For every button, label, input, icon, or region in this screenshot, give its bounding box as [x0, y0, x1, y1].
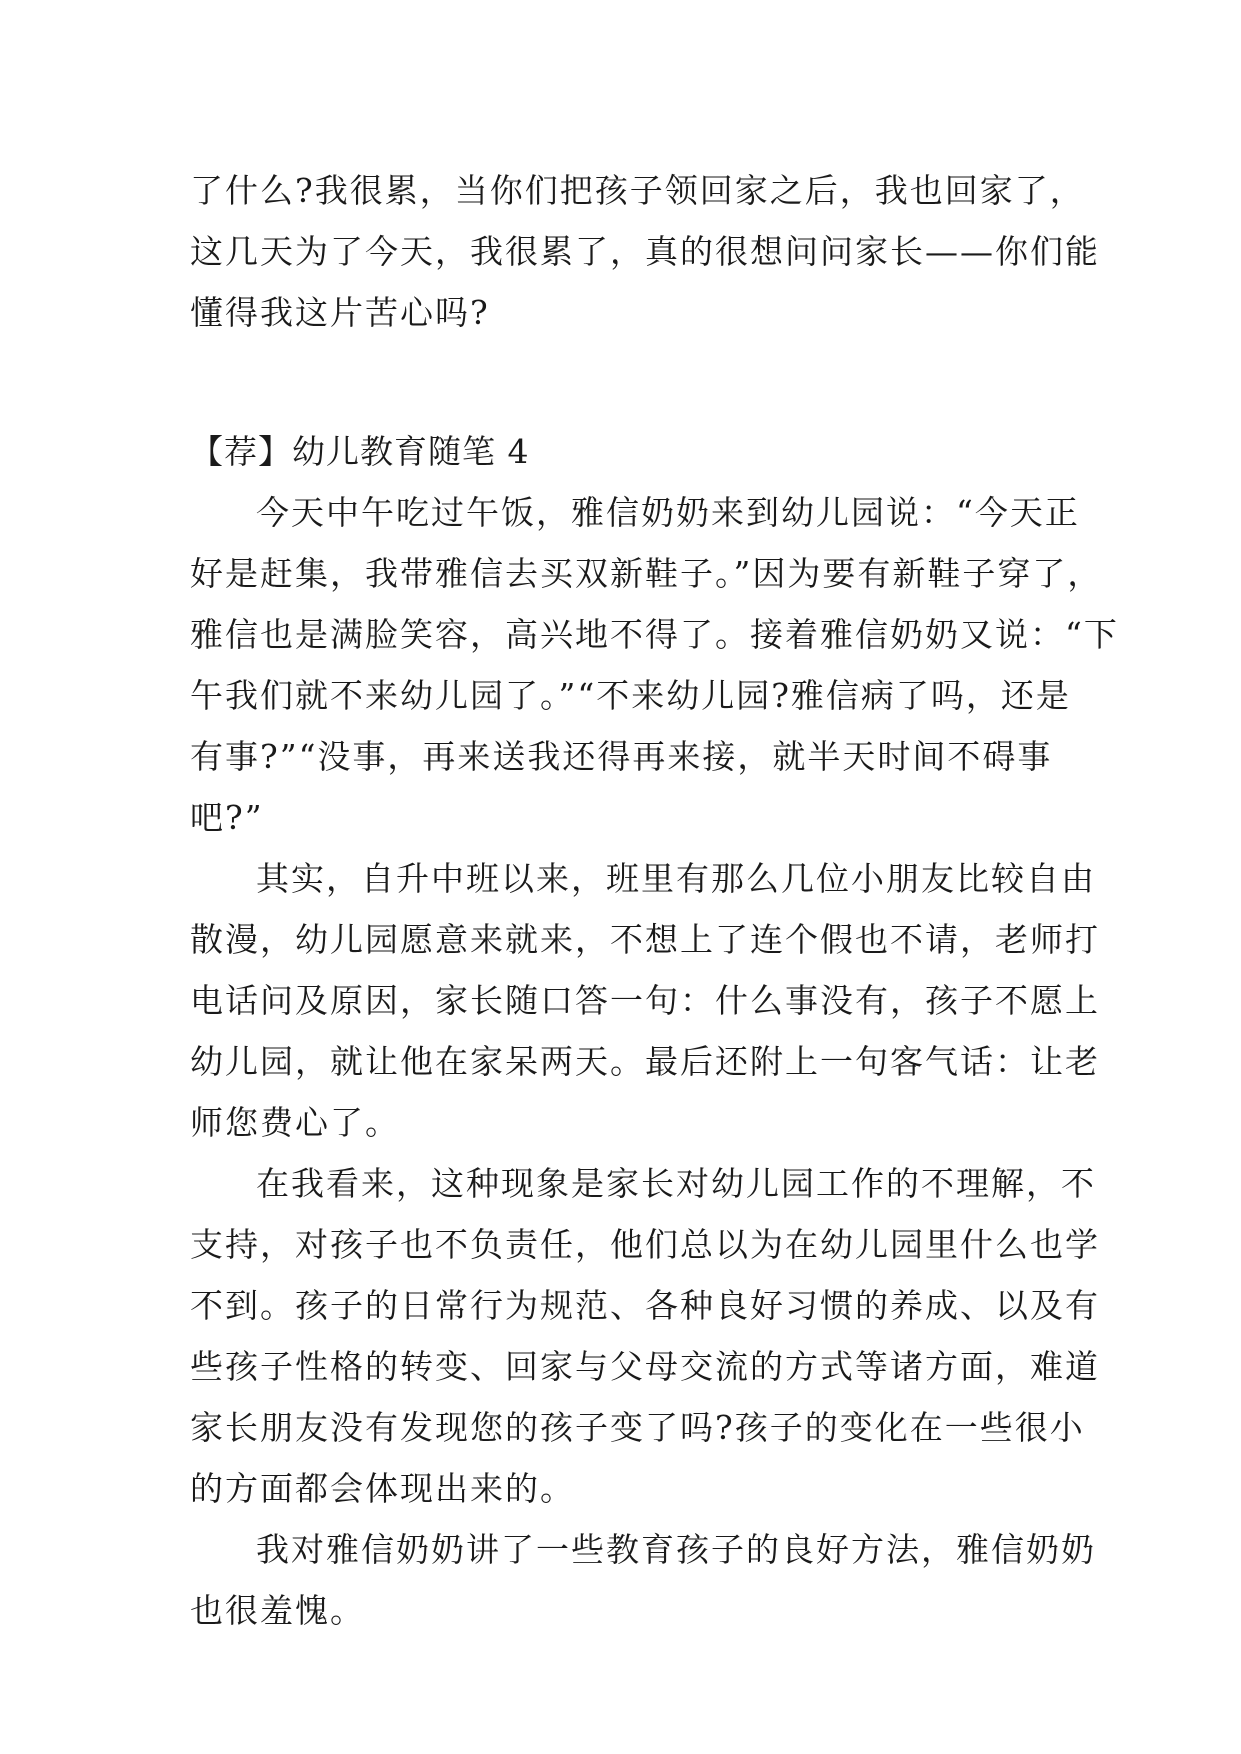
text-line: 散漫，幼儿园愿意来就来，不想上了连个假也不请，老师打 — [190, 920, 1100, 959]
text-line: 吧?” — [190, 798, 264, 837]
text-line: 雅信也是满脸笑容，高兴地不得了。接着雅信奶奶又说：“下 — [190, 615, 1119, 654]
text-line: 今天中午吃过午饭，雅信奶奶来到幼儿园说：“今天正 — [256, 493, 1080, 532]
document-body — [190, 160, 1119, 1641]
text-line: 有事?”“没事，再来送我还得再来接，就半天时间不碍事 — [190, 737, 1053, 776]
section-spacer — [190, 343, 1060, 421]
section-heading: 【荐】幼儿教育随笔 4 — [190, 432, 530, 471]
text-line: 也很羞愧。 — [190, 1591, 365, 1630]
text-line: 这几天为了今天，我很累了，真的很想问问家长——你们能 — [190, 232, 1100, 271]
text-line: 懂得我这片苦心吗? — [190, 293, 490, 332]
text-line: 午我们就不来幼儿园了。”“不来幼儿园?雅信病了吗，还是 — [190, 676, 1071, 715]
text-line: 在我看来，这种现象是家长对幼儿园工作的不理解，不 — [256, 1164, 1096, 1203]
text-line: 电话问及原因，家长随口答一句：什么事没有，孩子不愿上 — [190, 981, 1100, 1020]
text-line: 家长朋友没有发现您的孩子变了吗?孩子的变化在一些很小 — [190, 1408, 1085, 1447]
text-line: 了什么?我很累，当你们把孩子领回家之后，我也回家了， — [190, 171, 1085, 210]
paragraph-1 — [190, 482, 1119, 848]
text-line: 幼儿园，就让他在家呆两天。最后还附上一句客气话：让老 — [190, 1042, 1100, 1081]
text-line: 不到。孩子的日常行为规范、各种良好习惯的养成、以及有 — [190, 1286, 1100, 1325]
text-line: 支持，对孩子也不负责任，他们总以为在幼儿园里什么也学 — [190, 1225, 1100, 1264]
text-line: 师您费心了。 — [190, 1103, 400, 1142]
continuation-paragraph — [190, 160, 1100, 343]
text-line: 我对雅信奶奶讲了一些教育孩子的良好方法，雅信奶奶 — [256, 1530, 1096, 1569]
text-line: 些孩子性格的转变、回家与父母交流的方式等诸方面，难道 — [190, 1347, 1100, 1386]
paragraph-4 — [190, 1519, 1096, 1641]
paragraph-3 — [190, 1153, 1100, 1519]
paragraph-2 — [190, 848, 1100, 1153]
text-line: 好是赶集，我带雅信去买双新鞋子。”因为要有新鞋子穿了， — [190, 554, 1103, 593]
text-line: 其实，自升中班以来，班里有那么几位小朋友比较自由 — [256, 859, 1096, 898]
text-line: 的方面都会体现出来的。 — [190, 1469, 575, 1508]
